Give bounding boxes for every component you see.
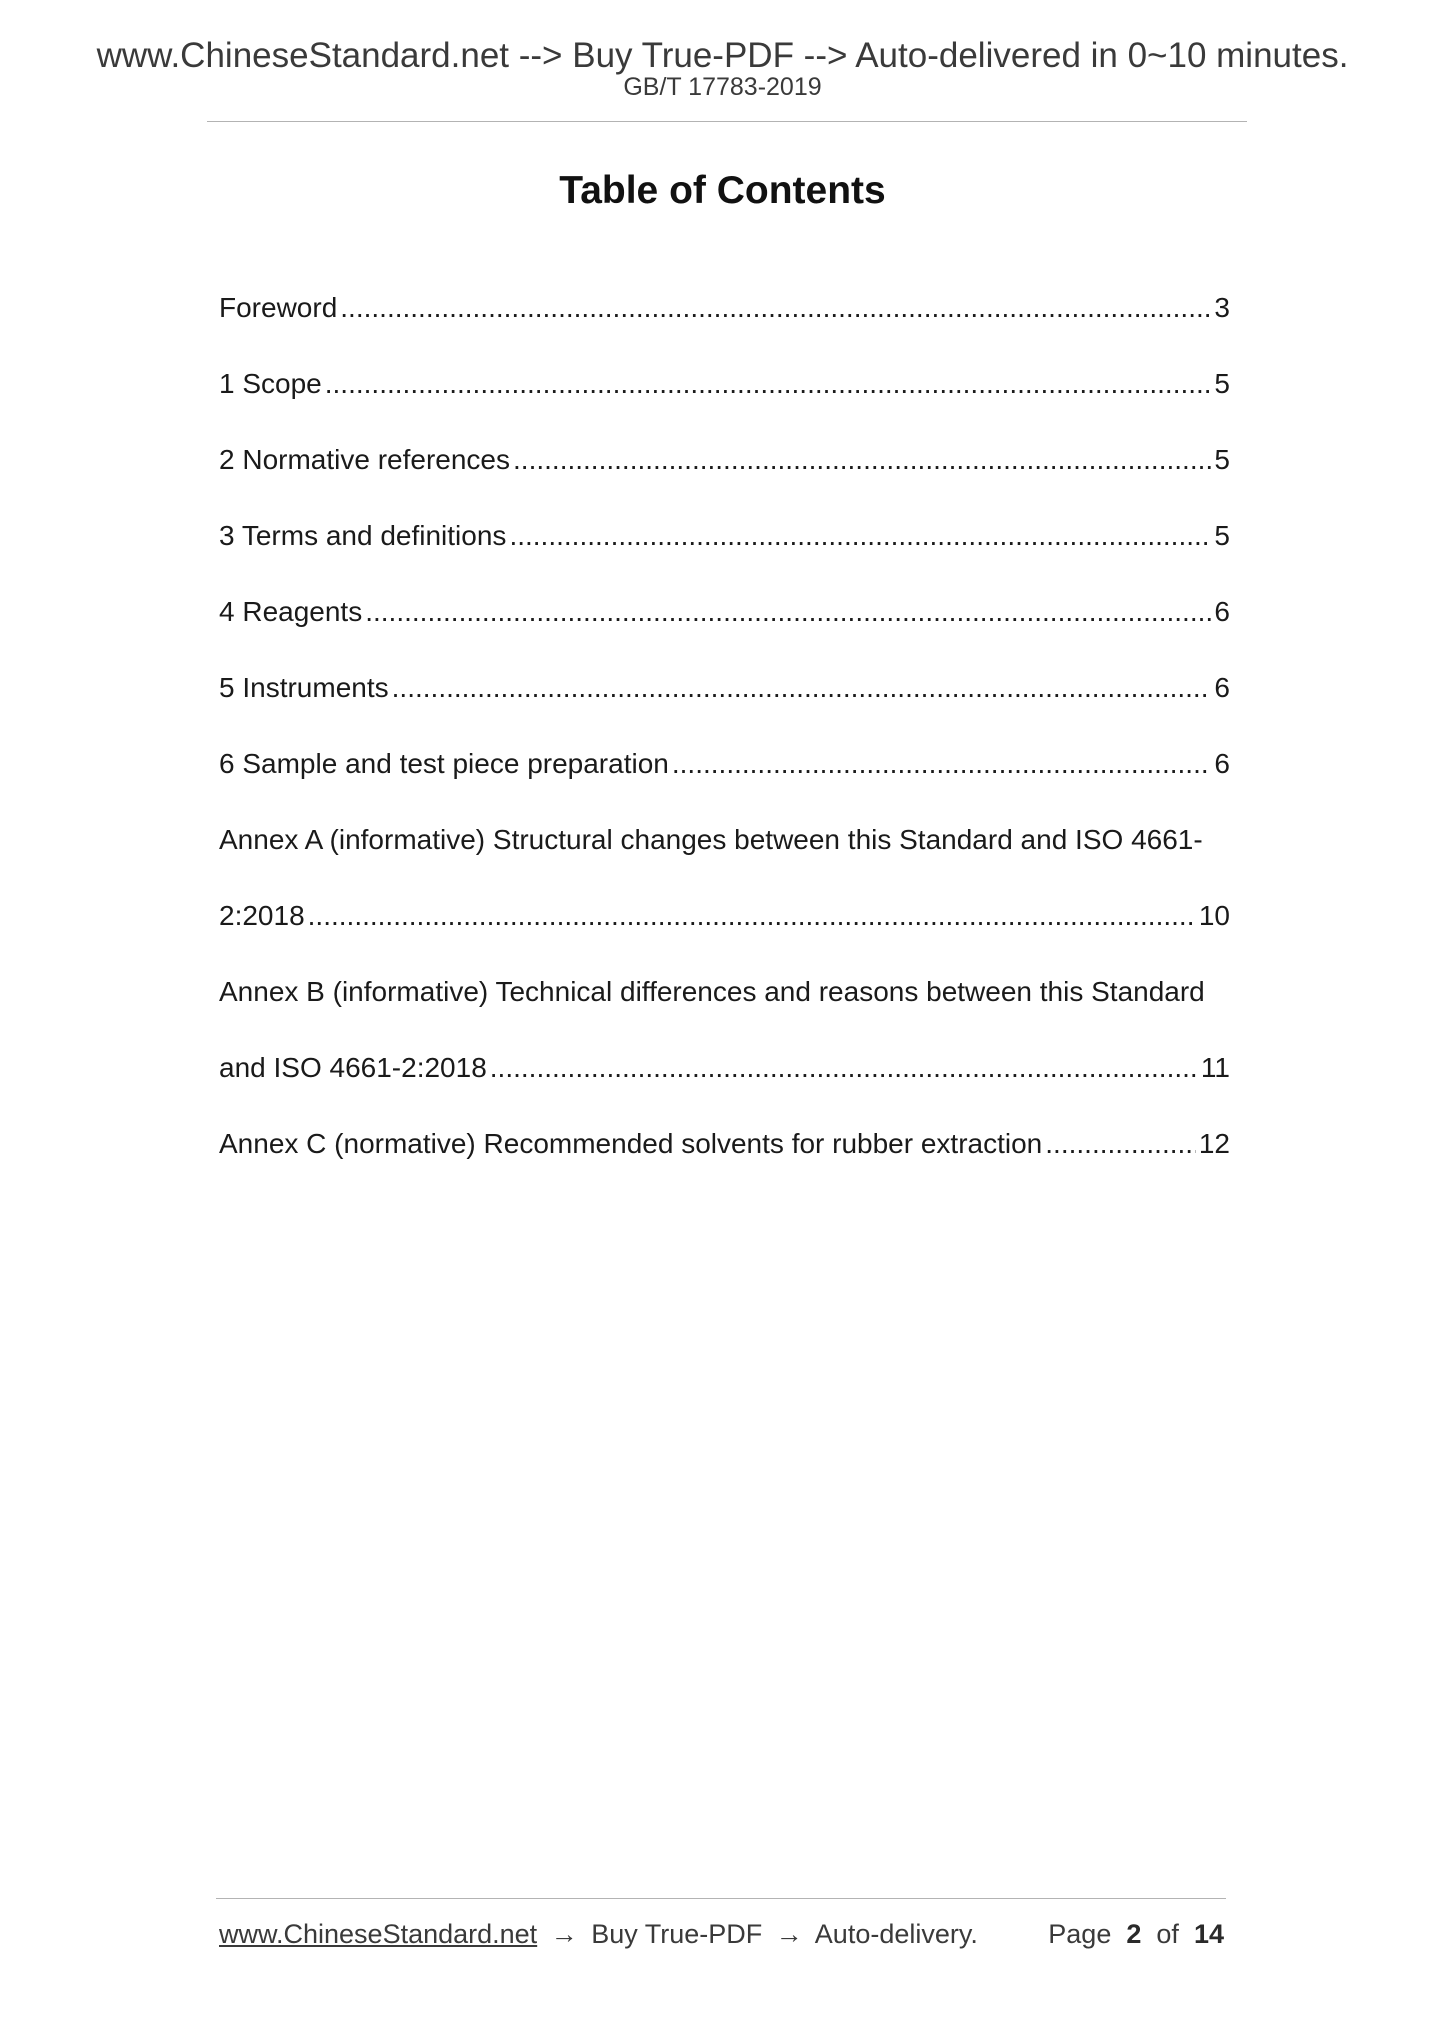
toc-leader-dots bbox=[392, 666, 1212, 710]
toc-entry-annex-a-continued[interactable] bbox=[219, 894, 1230, 970]
toc-entry-annex-b-continued[interactable] bbox=[219, 1046, 1230, 1122]
total-pages-number: 14 bbox=[1193, 1919, 1224, 1949]
page-indicator bbox=[1048, 1916, 1224, 1952]
toc-entry-terms-and-definitions[interactable] bbox=[219, 514, 1230, 590]
footer-divider bbox=[216, 1898, 1226, 1899]
toc-entry-title: 4 Reagents bbox=[219, 596, 363, 627]
toc-entry-title-continued: and ISO 4661-2:2018 bbox=[219, 1052, 487, 1083]
toc-entry-annex-b[interactable] bbox=[219, 970, 1230, 1046]
toc-entry-title: 3 Terms and definitions bbox=[219, 520, 507, 551]
footer-buy-text: Buy True-PDF bbox=[591, 1919, 763, 1949]
toc-leader-dots bbox=[340, 286, 1211, 330]
toc-entry-title: 2 Normative references bbox=[219, 444, 511, 475]
toc-entry-title: Foreword bbox=[219, 292, 338, 323]
toc-entry-page: 10 bbox=[1198, 900, 1230, 931]
toc-leader-dots bbox=[490, 1046, 1198, 1090]
header-banner: www.ChineseStandard.net --> Buy True-PDF --> Auto-delivered in 0~10 minutes. bbox=[96, 36, 1349, 75]
toc-entry-title: Annex C (normative) Recommended solvents for rubber extraction bbox=[219, 1128, 1043, 1159]
toc-entry-reagents[interactable] bbox=[219, 590, 1230, 666]
document-code: GB/T 17783-2019 bbox=[623, 73, 822, 101]
toc-entry-page: 3 bbox=[1214, 292, 1230, 323]
toc-leader-dots bbox=[672, 742, 1212, 786]
toc-leader-dots bbox=[509, 514, 1211, 558]
toc-entry-annex-c[interactable] bbox=[219, 1122, 1230, 1198]
toc-leader-dots bbox=[308, 894, 1196, 938]
toc-entry-page: 11 bbox=[1200, 1052, 1230, 1083]
toc-leader-dots bbox=[513, 438, 1211, 482]
footer-site-link[interactable]: www.ChineseStandard.net bbox=[219, 1919, 538, 1949]
page-title: Table of Contents bbox=[559, 169, 886, 212]
toc-entry-instruments[interactable] bbox=[219, 666, 1230, 742]
toc-entry-page: 5 bbox=[1214, 520, 1230, 551]
toc-entry-normative-references[interactable] bbox=[219, 438, 1230, 514]
of-label: of bbox=[1156, 1919, 1179, 1949]
toc-entry-title: Annex A (informative) Structural changes between this Standard and ISO 4661- bbox=[219, 824, 1203, 855]
page-label: Page bbox=[1048, 1919, 1112, 1949]
toc-entry-page: 12 bbox=[1198, 1128, 1230, 1159]
toc-entry-sample-preparation[interactable] bbox=[219, 742, 1230, 818]
toc-entry-foreword[interactable] bbox=[219, 286, 1230, 362]
toc-entry-title: Annex B (informative) Technical differences and reasons between this Standard bbox=[219, 976, 1205, 1007]
toc-entry-page: 6 bbox=[1214, 596, 1230, 627]
toc-entry-annex-a[interactable] bbox=[219, 818, 1230, 894]
arrow-right-icon: → bbox=[775, 1919, 803, 1949]
header-divider bbox=[207, 121, 1247, 122]
toc-leader-dots bbox=[1045, 1122, 1196, 1166]
toc-leader-dots bbox=[325, 362, 1212, 406]
toc-entry-page: 6 bbox=[1214, 748, 1230, 779]
toc-entry-title: 6 Sample and test piece preparation bbox=[219, 748, 669, 779]
toc-entry-scope[interactable] bbox=[219, 362, 1230, 438]
arrow-right-icon: → bbox=[550, 1919, 578, 1949]
toc-entry-title: 5 Instruments bbox=[219, 672, 389, 703]
current-page-number: 2 bbox=[1126, 1919, 1142, 1949]
footer-links bbox=[219, 1916, 978, 1952]
toc-list bbox=[219, 286, 1230, 1198]
toc-entry-page: 5 bbox=[1214, 368, 1230, 399]
toc-entry-page: 5 bbox=[1214, 444, 1230, 475]
toc-entry-page: 6 bbox=[1214, 672, 1230, 703]
footer-delivery-text: Auto-delivery. bbox=[814, 1919, 978, 1949]
toc-entry-title-continued: 2:2018 bbox=[219, 900, 305, 931]
toc-entry-title: 1 Scope bbox=[219, 368, 322, 399]
toc-leader-dots bbox=[365, 590, 1211, 634]
